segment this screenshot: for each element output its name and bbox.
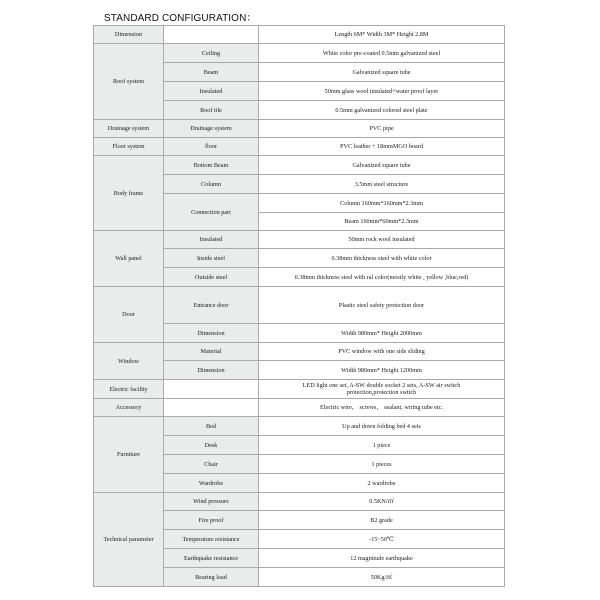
table-row <box>94 493 505 511</box>
item-label: Chair <box>164 455 259 474</box>
item-label: Temperature resistance <box>164 530 259 549</box>
table-row <box>94 399 505 417</box>
table-row <box>94 26 505 44</box>
item-label: Bottom Beam <box>164 156 259 175</box>
table-row <box>94 343 505 361</box>
table-row <box>94 156 505 175</box>
item-label: Ceiling <box>164 44 259 63</box>
item-label: Wind pressure <box>164 493 259 511</box>
item-label: Dimension <box>164 324 259 343</box>
page-title: STANDARD CONFIGURATION： <box>104 13 257 24</box>
item-label: Inside steel <box>164 249 259 268</box>
item-value: Plastic steel safety protection door <box>259 287 505 324</box>
category-furniture: Furniture <box>94 417 164 493</box>
item-value: 1 piece <box>259 436 505 455</box>
category-drainage-system: Drainage system <box>94 120 164 138</box>
empty-cell <box>164 380 259 399</box>
item-label: Dimension <box>164 361 259 380</box>
category-accessory: Accessory <box>94 399 164 417</box>
item-label: Drainage system <box>164 120 259 138</box>
table-row <box>94 44 505 63</box>
item-value: Electric wire， screws， sealant, wiring tube etc. <box>259 399 505 417</box>
item-value: 50Kg/㎡ <box>259 568 505 587</box>
item-value: 0.38mm thickness steel with ral color(mostly white , yellow ,blue,red) <box>259 268 505 287</box>
item-label: Insulated <box>164 231 259 249</box>
electric-line-2: protection,protection switch <box>346 389 417 396</box>
item-label: Earthquake resistance <box>164 549 259 568</box>
item-value: Up and down folding bed 4 sets <box>259 417 505 436</box>
item-label: Material <box>164 343 259 361</box>
item-label: Fire proof <box>164 511 259 530</box>
item-value: 3.5mm steel structure <box>259 175 505 194</box>
item-value: 50mm glass wool insulated+water proof layer <box>259 82 505 101</box>
item-value: B2 grade <box>259 511 505 530</box>
item-value: 1 pieces <box>259 455 505 474</box>
category-electric-facility: Electric facility <box>94 380 164 399</box>
item-label: Bed <box>164 417 259 436</box>
table-row <box>94 120 505 138</box>
item-value: White color pre-coated 0.5mm galvanized steel <box>259 44 505 63</box>
item-value: -15~50℃ <box>259 530 505 549</box>
item-label: Desk <box>164 436 259 455</box>
category-body-frame: Body frame <box>94 156 164 231</box>
category-floor-system: Floor system <box>94 138 164 156</box>
table-row <box>94 231 505 249</box>
item-label: Entrance door <box>164 287 259 324</box>
item-value: Width 980mm* Height 1200mm <box>259 361 505 380</box>
item-value: PVC window with one side sliding <box>259 343 505 361</box>
item-label: Column <box>164 175 259 194</box>
configuration-table <box>93 25 505 587</box>
item-value: 12 magnitude earthquake <box>259 549 505 568</box>
item-value: 0.5KN/㎡ <box>259 493 505 511</box>
item-label: Beam <box>164 63 259 82</box>
item-value: 0.38mm thickness steel with white color <box>259 249 505 268</box>
item-label: floor <box>164 138 259 156</box>
item-value: Column 160mm*160mm*2.3mm <box>259 194 505 213</box>
item-value <box>259 380 505 399</box>
item-value: 0.5mm galvanized colored steel plate <box>259 101 505 120</box>
table-row <box>94 417 505 436</box>
electric-line-1: LED light one set, A-SW double socket 2 sets, A-SW air switch <box>302 382 461 389</box>
item-value: PVC leather + 18mmMGO board <box>259 138 505 156</box>
empty-cell <box>164 399 259 417</box>
category-door: Door <box>94 287 164 343</box>
category-roof-system: Roof system <box>94 44 164 120</box>
item-value: Beam 160mm*60mm*2.3mm <box>259 213 505 231</box>
category-dimension: Dimension <box>94 26 164 44</box>
category-wall-panel: Wall panel <box>94 231 164 287</box>
table-row <box>94 380 505 399</box>
item-label: Roof tile <box>164 101 259 120</box>
category-technical-parameter: Technical parameter <box>94 493 164 587</box>
dimension-value: Length 6M* Width 3M* Height 2.8M <box>259 26 505 44</box>
item-label: Insulated <box>164 82 259 101</box>
category-window: Window <box>94 343 164 380</box>
item-value: 2 wardrobe <box>259 474 505 493</box>
item-label: Bearing load <box>164 568 259 587</box>
item-label: Connection part <box>164 194 259 231</box>
item-value: PVC pipe <box>259 120 505 138</box>
table-row <box>94 287 505 324</box>
item-value: Width 980mm* Height 2000mm <box>259 324 505 343</box>
empty-cell <box>164 26 259 44</box>
item-value: Galvanized square tube <box>259 156 505 175</box>
item-label: Outside steel <box>164 268 259 287</box>
item-value: Galvanized square tube <box>259 63 505 82</box>
item-label: Wardrobe <box>164 474 259 493</box>
item-value: 50mm rock wool insulated <box>259 231 505 249</box>
table-row <box>94 138 505 156</box>
